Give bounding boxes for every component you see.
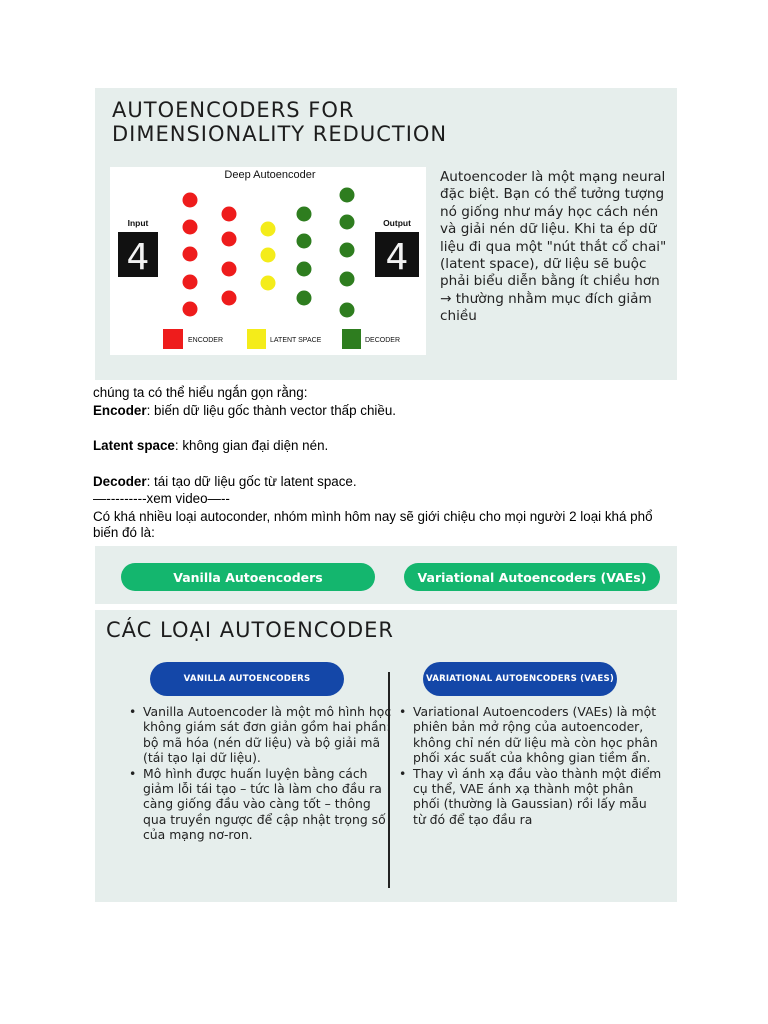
- legend-latent-label: LATENT SPACE: [270, 337, 322, 344]
- list-item: • Thay vì ánh xạ đầu vào thành một điểm cụ thể, VAE ánh xạ thành một phân phối (thường là Gaussian) rồi lấy mẫu từ đó để tạo đầu ra: [413, 766, 663, 828]
- decoder-node: [340, 188, 355, 203]
- encoder-node: [222, 291, 237, 306]
- types-slide-title: CÁC LOẠI AUTOENCODER: [106, 618, 395, 642]
- encoder-node: [183, 275, 198, 290]
- legend-decoder-swatch: [342, 329, 361, 349]
- decoder-layer-1: [297, 207, 312, 306]
- encoder-node: [183, 193, 198, 208]
- latent-term: Latent space: [93, 438, 175, 453]
- encoder-node: [222, 232, 237, 247]
- encoder-term: Encoder: [93, 403, 147, 418]
- list-item: • Vanilla Autoencoder là một mô hình học không giám sát đơn giản gồm hai phần: bộ mã hóa (nén dữ liệu) và bộ giải mã (tái tạo lại dữ liệu).: [143, 704, 393, 766]
- latent-def: : không gian đại diện nén.: [174, 438, 329, 453]
- list-item: • Mô hình được huấn luyện bằng cách giảm lỗi tái tạo – tức là làm cho đầu ra càng giống đầu vào càng tốt – thông qua truyền ngược để cập nhật trọng số của mạng nơ-ron.: [143, 766, 393, 843]
- decoder-node: [340, 272, 355, 287]
- decoder-def: : tái tạo dữ liệu gốc từ latent space.: [146, 474, 357, 489]
- list-item: • Variational Autoencoders (VAEs) là một phiên bản mở rộng của autoencoder, không chỉ nén dữ liệu mà còn học phân phối xác suất của không gian tiềm ẩn.: [413, 704, 663, 766]
- latent-node: [261, 248, 276, 263]
- diagram-legend: [163, 329, 400, 349]
- latent-node: [261, 276, 276, 291]
- decoder-node: [297, 262, 312, 277]
- intro-line: chúng ta có thể hiểu ngắn gọn rằng:: [93, 385, 308, 400]
- video-note: —---------xem video—--: [93, 491, 230, 506]
- vanilla-autoencoders-button[interactable]: Vanilla Autoencoders: [121, 563, 375, 591]
- encoder-layer-1: [183, 193, 198, 317]
- vanilla-autoencoders-badge: VANILLA AUTOENCODERS: [150, 662, 344, 696]
- decoder-layer-2: [340, 188, 355, 318]
- decoder-node: [297, 207, 312, 222]
- encoder-node: [222, 207, 237, 222]
- decoder-node: [297, 234, 312, 249]
- slide-title-line-2: DIMENSIONALITY REDUCTION: [112, 122, 448, 146]
- legend-latent-swatch: [247, 329, 266, 349]
- encoder-node: [183, 302, 198, 317]
- legend-decoder-label: DECODER: [365, 337, 401, 344]
- encoder-node: [222, 262, 237, 277]
- output-label: Output: [383, 218, 411, 228]
- decoder-node: [297, 291, 312, 306]
- encoder-node: [183, 247, 198, 262]
- legend-encoder-swatch: [163, 329, 183, 349]
- autoencoder-description: Autoencoder là một mạng neural đặc biệt. Bạn có thể tưởng tượng nó giống như máy học cách nén và giải nén dữ liệu. Khi ta ép dữ liệu đi qua một "nút thắt cổ chai" (latent space), dữ liệu sẽ buộc phải biểu diễn bằng ít chiều hơn → thường nhằm mục đích giảm chiều: [440, 169, 667, 325]
- variational-autoencoders-button[interactable]: Variational Autoencoders (VAEs): [404, 563, 660, 591]
- legend-encoder-label: ENCODER: [188, 337, 224, 344]
- output-digit: 4: [385, 237, 409, 278]
- decoder-node: [340, 215, 355, 230]
- input-digit: 4: [126, 237, 150, 278]
- slide-title-line-1: AUTOENCODERS FOR: [112, 98, 355, 122]
- input-label: Input: [127, 218, 149, 228]
- latent-layer: [261, 222, 276, 291]
- slide-title: [112, 98, 447, 146]
- output-digit-image: [375, 232, 419, 278]
- decoder-node: [340, 243, 355, 258]
- latent-definition: [93, 438, 328, 454]
- encoder-node: [183, 220, 198, 235]
- diagram-title: Deep Autoencoder: [224, 169, 316, 181]
- latent-node: [261, 222, 276, 237]
- encoder-definition: [93, 403, 396, 419]
- deep-autoencoder-diagram: [110, 167, 426, 355]
- types-intro: Có khá nhiều loại autoconder, nhóm mình hôm nay sẽ giới chiệu cho mọi người 2 loại khá phổ biến đó là:: [93, 509, 653, 540]
- encoder-def: : biến dữ liệu gốc thành vector thấp chiều.: [146, 403, 396, 418]
- vanilla-points-list: [125, 704, 393, 843]
- decoder-definition: [93, 474, 357, 490]
- decoder-term: Decoder: [93, 474, 147, 489]
- vae-points-list: [395, 704, 663, 827]
- decoder-node: [340, 303, 355, 318]
- vae-badge: VARIATIONAL AUTOENCODERS (VAES): [423, 662, 617, 696]
- input-digit-image: [118, 232, 158, 278]
- encoder-layer-2: [222, 207, 237, 306]
